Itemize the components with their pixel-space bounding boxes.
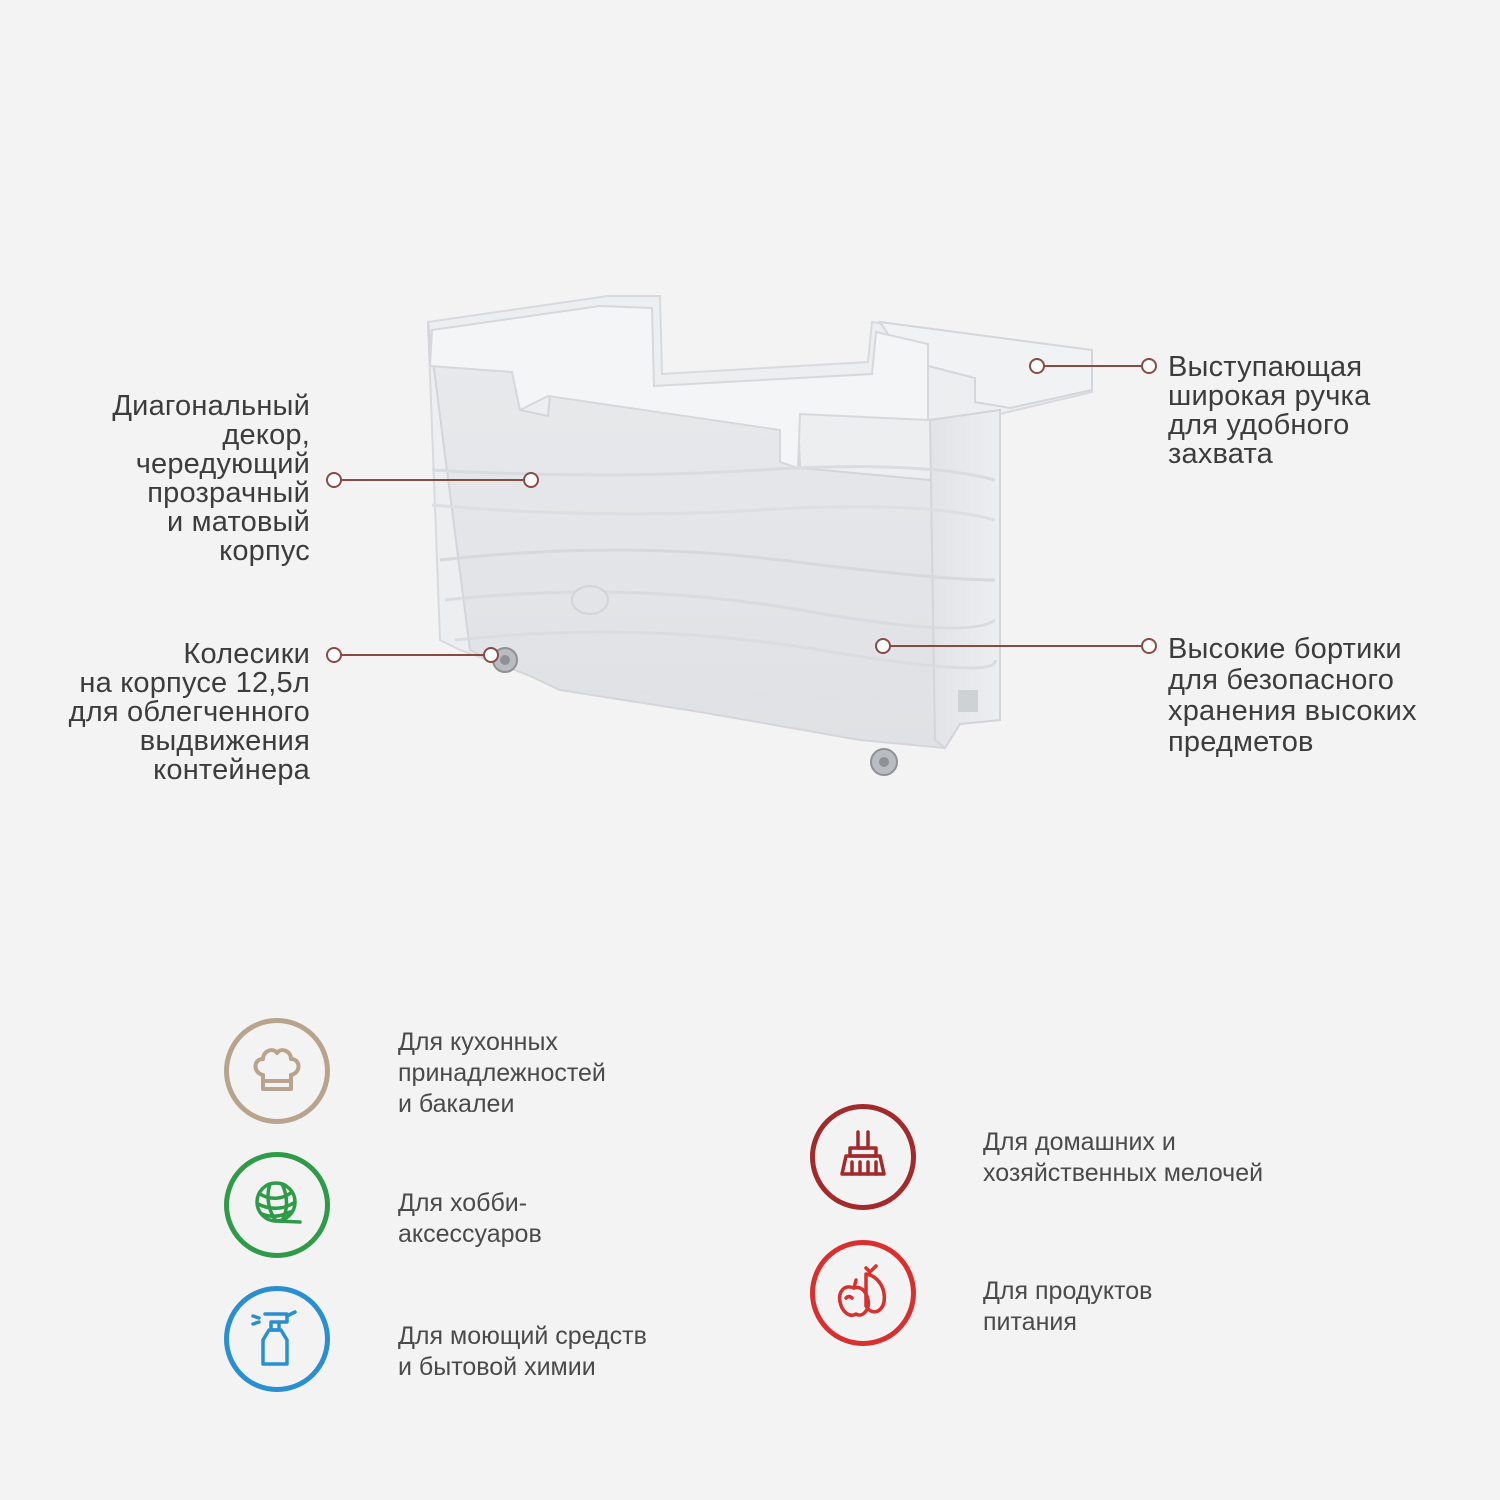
use-text-line: Для хобби- — [398, 1189, 528, 1217]
use-text-line: Для домашних и — [983, 1128, 1176, 1156]
callout-wheels-line: контейнера — [153, 754, 310, 786]
callout-sides-line: Высокие бортики — [1168, 633, 1402, 665]
callout-sides-line: хранения высоких — [1168, 695, 1417, 727]
callout-sides — [1168, 634, 1417, 758]
leader-wheels-dot-left — [327, 648, 341, 662]
leader-sides-dot-left — [876, 639, 890, 653]
leader-handle-dot-right — [1142, 359, 1156, 373]
callout-sides-line: для безопасного — [1168, 664, 1395, 696]
callout-handle-line: захвата — [1168, 438, 1273, 470]
leader-wheels-dot-right — [484, 648, 498, 662]
callout-decor — [112, 392, 310, 566]
use-text-line: аксессуаров — [398, 1220, 542, 1248]
callout-wheels-line: выдвижения — [139, 725, 310, 757]
callout-wheels — [69, 640, 310, 785]
use-text-line: Для моющий средств — [398, 1322, 647, 1350]
use-text-cleaning — [398, 1321, 647, 1383]
callout-handle — [1168, 353, 1370, 469]
callout-wheels-line: на корпусе 12,5л — [79, 667, 310, 699]
use-text-line: питания — [983, 1308, 1077, 1336]
leader-decor-dot-left — [327, 473, 341, 487]
use-text-line: Для продуктов — [983, 1277, 1153, 1305]
spray-bottle-icon — [224, 1286, 330, 1392]
callout-decor-line: корпус — [219, 535, 310, 567]
callout-handle-line: широкая ручка — [1168, 380, 1371, 412]
chef-hat-icon — [224, 1018, 330, 1124]
callout-wheels-line: Колесики — [183, 638, 310, 670]
use-text-line: Для кухонных — [398, 1028, 558, 1056]
use-text-line: и бытовой химии — [398, 1353, 596, 1381]
yarn-ball-icon — [224, 1152, 330, 1258]
use-text-household — [983, 1127, 1263, 1189]
brush-icon — [810, 1104, 916, 1210]
leader-handle-dot-left — [1030, 359, 1044, 373]
use-text-line: хозяйственных мелочей — [983, 1159, 1264, 1187]
fruit-vegetable-icon — [810, 1240, 916, 1346]
callout-decor-line: Диагональный — [112, 390, 310, 422]
callout-handle-line: для удобного — [1168, 409, 1350, 441]
callout-decor-line: декор, — [222, 419, 310, 451]
callout-decor-line: прозрачный — [147, 477, 310, 509]
leader-decor-dot-right — [524, 473, 538, 487]
use-text-line: принадлежностей — [398, 1059, 606, 1087]
callout-decor-line: чередующий — [135, 448, 310, 480]
use-text-hobby — [398, 1188, 542, 1250]
callout-decor-line: и матовый — [166, 506, 310, 538]
callout-wheels-line: для облегченного — [68, 696, 310, 728]
use-text-food — [983, 1276, 1152, 1338]
leader-sides-dot-right — [1142, 639, 1156, 653]
use-text-kitchen — [398, 1027, 606, 1120]
callout-sides-line: предметов — [1168, 726, 1314, 758]
callout-handle-line: Выступающая — [1168, 351, 1363, 383]
use-text-line: и бакалеи — [398, 1090, 515, 1118]
